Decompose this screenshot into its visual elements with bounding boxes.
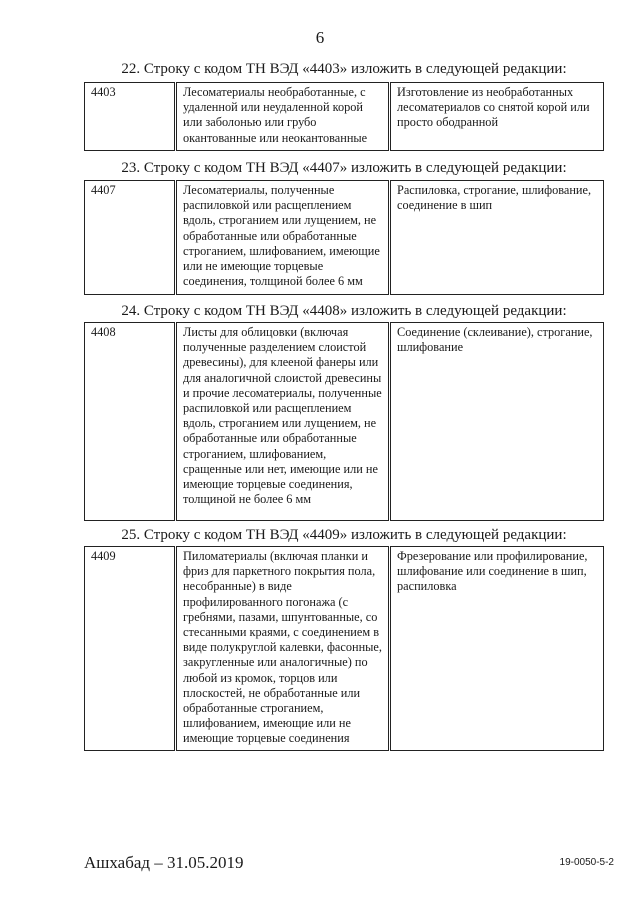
footer-city-date: Ашхабад – 31.05.2019 bbox=[84, 853, 244, 872]
amendment-table-4407 bbox=[84, 180, 604, 295]
tnved-code-cell: 4407 bbox=[85, 181, 176, 295]
operations-cell: Фрезерование или профилирование, шлифование или соединение в шип, распиловка bbox=[390, 547, 604, 751]
amendment-table-4409 bbox=[84, 546, 604, 751]
section-heading-22: 22. Строку с кодом ТН ВЭД «4403» изложить в следующей редакции: bbox=[121, 61, 567, 77]
section-heading-23: 23. Строку с кодом ТН ВЭД «4407» изложить в следующей редакции: bbox=[121, 160, 567, 176]
table-row bbox=[85, 323, 604, 521]
goods-description-cell: Пиломатериалы (включая планки и фриз для паркетного покрытия пола, несобранные) в виде профилированного погонажа (с гребнями, пазами, шпунтованные, со стесанными краями, с соединением в виде полукруглой калевки, фасонные, закругленные или аналогичные) по любой из кромок, торцов или плоскостей, не обработанные или обработанные строганием, шлифованием, имеющие или не имеющие торцевые соединения bbox=[176, 547, 390, 751]
table-row bbox=[85, 83, 604, 151]
table-row bbox=[85, 181, 604, 295]
tnved-code-cell: 4408 bbox=[85, 323, 176, 521]
operations-cell: Изготовление из необработанных лесоматериалов со снятой корой или просто ободранной bbox=[390, 83, 604, 151]
tnved-code-cell: 4409 bbox=[85, 547, 176, 751]
operations-cell: Распиловка, строгание, шлифование, соединение в шип bbox=[390, 181, 604, 295]
tnved-code-cell: 4403 bbox=[85, 83, 176, 151]
goods-description-cell: Листы для облицовки (включая полученные разделением слоистой древесины), для клееной фанеры или для аналогичной слоистой древесины и прочие лесоматериалы, полученные распиловкой или расщеплением вдоль, строганием или лущением, не обработанные или обработанные строганием, шлифованием, сращенные или нет, имеющие или не имеющие торцевые соединения, толщиной не более 6 мм bbox=[176, 323, 390, 521]
section-heading-24: 24. Строку с кодом ТН ВЭД «4408» изложить в следующей редакции: bbox=[121, 303, 567, 319]
amendment-table-4408 bbox=[84, 322, 604, 521]
footer-document-id: 19-0050-5-2 bbox=[559, 857, 614, 868]
page-number: 6 bbox=[315, 28, 325, 47]
section-heading-25: 25. Строку с кодом ТН ВЭД «4409» изложить в следующей редакции: bbox=[121, 527, 567, 543]
goods-description-cell: Лесоматериалы, полученные распиловкой или расщеплением вдоль, строганием или лущением, не обработанные или обработанные строганием, шлифованием, имеющие или не имеющие торцевые соединения, толщиной более 6 мм bbox=[176, 181, 390, 295]
table-row bbox=[85, 547, 604, 751]
goods-description-cell: Лесоматериалы необработанные, с удаленной или неудаленной корой или заболонью или грубо окантованные или неокантованные bbox=[176, 83, 390, 151]
operations-cell: Соединение (склеивание), строгание, шлифование bbox=[390, 323, 604, 521]
amendment-table-4403 bbox=[84, 82, 604, 151]
